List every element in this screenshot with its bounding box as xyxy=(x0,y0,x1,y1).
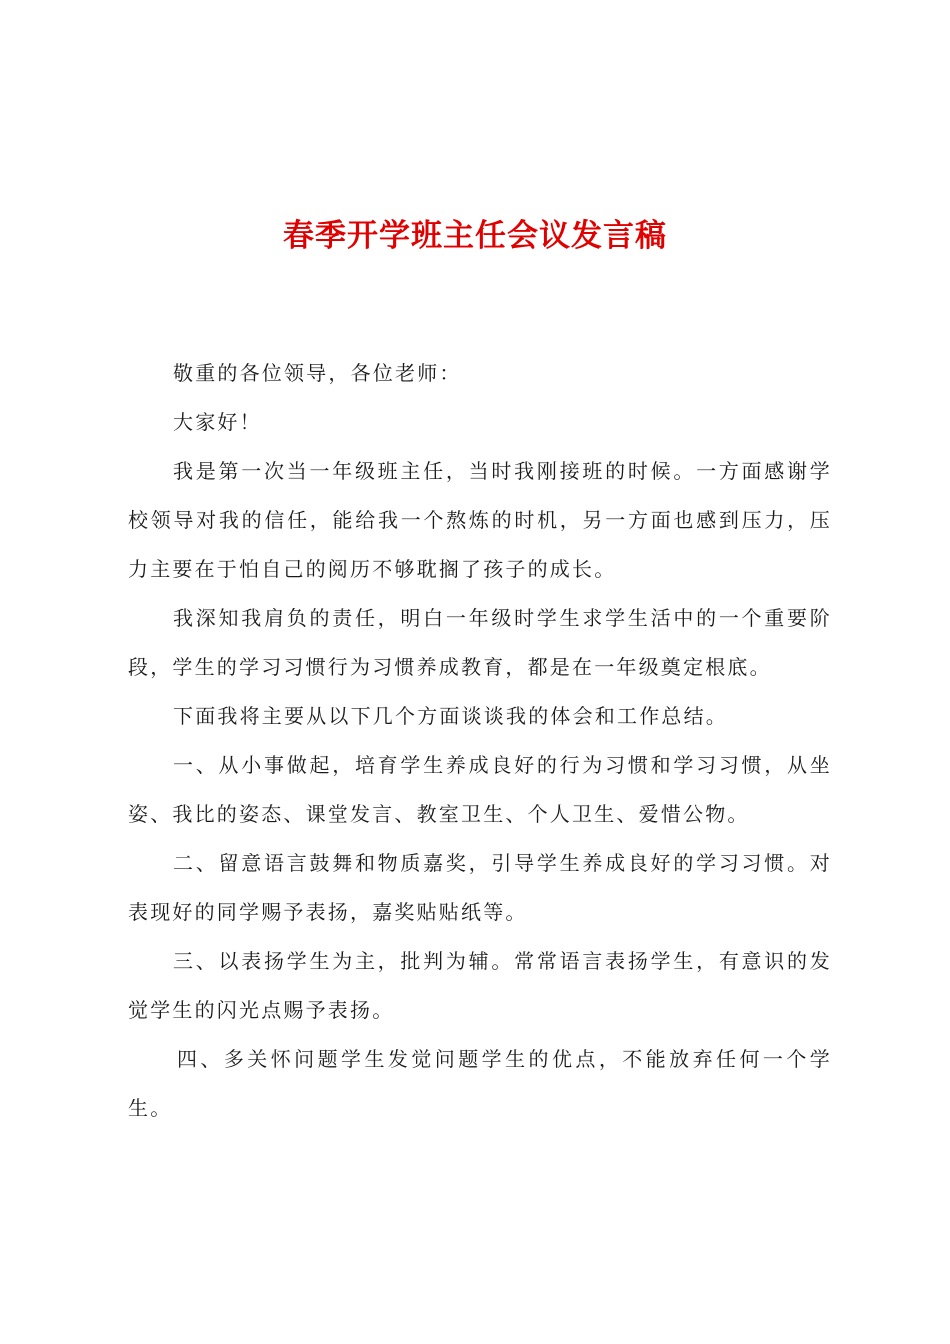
summary-intro-paragraph: 下面我将主要从以下几个方面谈谈我的体会和工作总结。 xyxy=(173,704,728,728)
point-four-paragraph: 四、多关怀问题学生发觉问题学生的优点，不能放弃任何一个学生。 xyxy=(128,1047,832,1120)
document-body xyxy=(128,349,832,1133)
responsibility-paragraph: 我深知我肩负的责任，明白一年级时学生求学生活中的一个重要阶段，学生的学习习惯行为习惯养成教育，都是在一年级奠定根底。 xyxy=(128,606,832,679)
point-three-paragraph: 三、以表扬学生为主，批判为辅。常常语言表扬学生，有意识的发觉学生的闪光点赐予表扬。 xyxy=(128,949,832,1022)
greeting-paragraph: 大家好！ xyxy=(173,410,262,434)
intro-paragraph: 我是第一次当一年级班主任，当时我刚接班的时候。一方面感谢学校领导对我的信任，能给我一个熬炼的时机，另一方面也感到压力，压力主要在于怕自己的阅历不够耽搁了孩子的成长。 xyxy=(128,459,832,581)
point-two-paragraph: 二、留意语言鼓舞和物质嘉奖，引导学生养成良好的学习习惯。对表现好的同学赐予表扬，嘉奖贴贴纸等。 xyxy=(128,851,832,924)
document-title: 春季开学班主任会议发言稿 xyxy=(283,218,667,254)
salutation-paragraph: 敬重的各位领导，各位老师： xyxy=(173,361,462,385)
point-one-paragraph: 一、从小事做起，培育学生养成良好的行为习惯和学习习惯，从坐姿、我比的姿态、课堂发言、教室卫生、个人卫生、爱惜公物。 xyxy=(128,753,832,826)
